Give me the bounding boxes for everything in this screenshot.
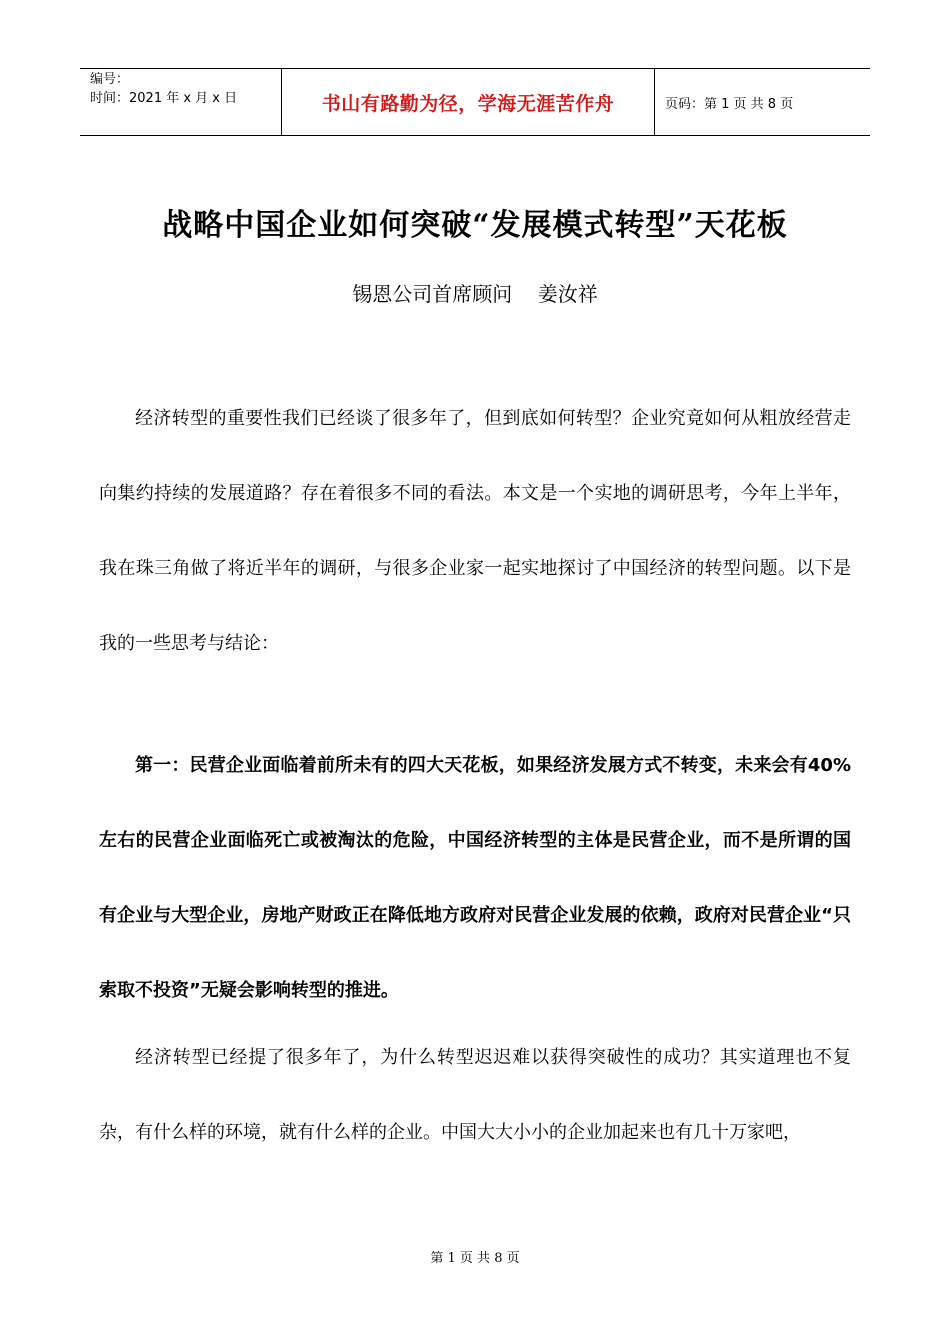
header-motto-cell xyxy=(282,69,655,135)
document-date-label: 时间：2021 年 x 月 x 日 xyxy=(90,91,238,106)
header-meta-cell xyxy=(80,69,282,135)
header-page-info: 页码：第 1 页 共 8 页 xyxy=(665,96,794,112)
document-author: 锡恩公司首席顾问 姜汝祥 xyxy=(352,282,598,306)
document-title: 战略中国企业如何突破“发展模式转型”天花板 xyxy=(162,208,788,243)
header-motto: 书山有路勤为径，学海无涯苦作舟 xyxy=(321,92,615,115)
page-footer: 第 1 页 共 8 页 xyxy=(430,1251,520,1266)
header-page-cell xyxy=(655,69,870,135)
document-number-label: 编号： xyxy=(90,72,130,87)
body-paragraph: 经济转型的重要性我们已经谈了很多年了，但到底如何转型？企业究竟如何从粗放经营走向集约持续的发展道路？存在着很多不同的看法。本文是一个实地的调研思考，今年上半年，我在珠三角做了将近半年的调研，与很多企业家一起实地探讨了中国经济的转型问题。以下是我的一些思考与结论： xyxy=(99,408,851,654)
body-paragraph: 经济转型已经提了很多年了，为什么转型迟迟难以获得突破性的成功？其实道理也不复杂，有什么样的环境，就有什么样的企业。中国大大小小的企业加起来也有几十万家吧， xyxy=(99,1047,851,1143)
body-paragraph-bold: 第一：民营企业面临着前所未有的四大天花板，如果经济发展方式不转变，未来会有40%左右的民营企业面临死亡或被淘汰的危险，中国经济转型的主体是民营企业，而不是所谓的国有企业与大型企业，房地产财政正在降低地方政府对民营企业发展的依赖，政府对民营企业“只索取不投资”无疑会影响转型的推进。 xyxy=(99,755,851,1001)
document-header xyxy=(80,68,870,136)
